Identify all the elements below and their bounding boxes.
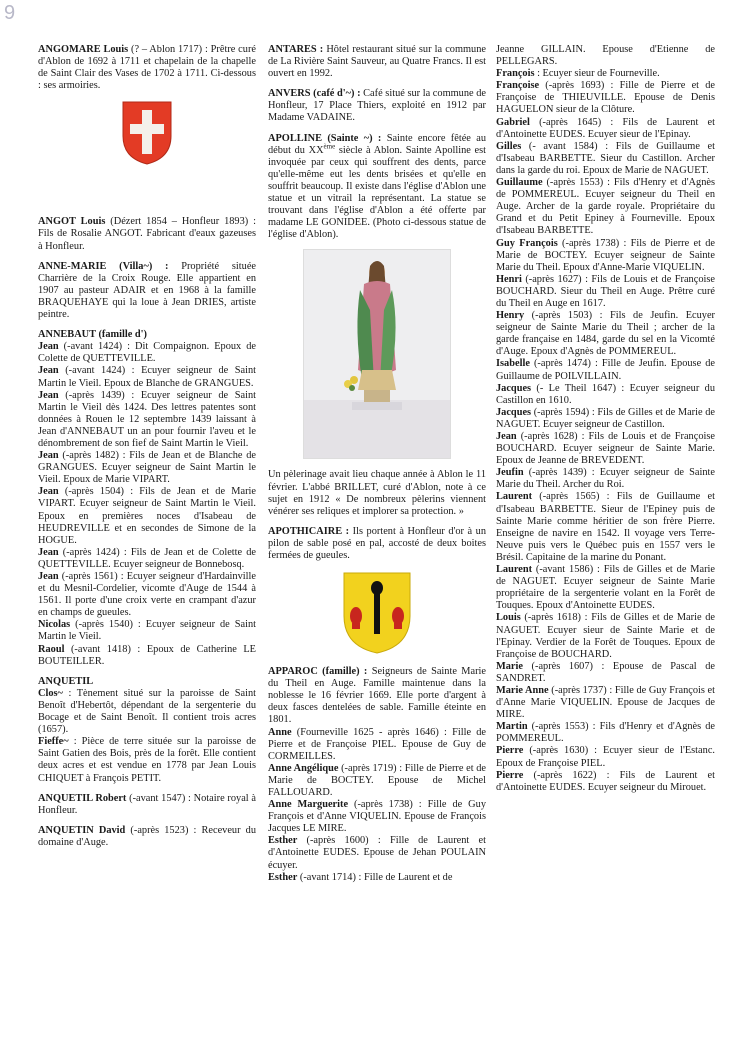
- apothicaire-arms-image: [268, 570, 486, 656]
- list-item: [38, 390, 256, 450]
- list-item: [38, 486, 256, 546]
- entry-name: Jean: [38, 486, 59, 498]
- entry-name: ANGOT Louis: [38, 216, 106, 228]
- list-item: [496, 685, 715, 721]
- entry-apolline: [268, 133, 486, 242]
- entry-anne-marie: [38, 261, 256, 321]
- entry-text: Ils portent à Honfleur d'or à un pilon de sable posé en pal, accosté de deux boites fermées de gueules.: [268, 525, 487, 561]
- entry-name: François: [496, 68, 535, 80]
- entry-continuation: [496, 44, 715, 68]
- entry-text: (-après 1737) : Fille de Guy François et d'Anne Marie VIQUELIN. Epouse de Jacques de MIRE.: [496, 684, 715, 721]
- entry-name: Louis: [496, 612, 521, 624]
- entry-text: Sainte encore fêtée au début du XX: [268, 132, 486, 156]
- heading-annebaut: [38, 329, 256, 341]
- list-item: [496, 612, 715, 660]
- entry-text: : Pièce de terre située sur la paroisse de Saint Gatien des Bois, près de la forêt. Elle contient deux acres et est vendue en 1778 par Jean Louis CHIQUET à François PETIT.: [38, 736, 256, 784]
- apparoc-list: [268, 727, 486, 884]
- entry-text: (-après 1503) : Fils de Jeufin. Ecuyer seigneur de Sainte Marie du Theil ; archer de la garde française en 1484, garde du sel en la Vicomté d'Auge. Epoux d'Agnès de POMMEREUL.: [496, 310, 715, 358]
- entry-text: (- avant 1584) : Fils de Guillaume et d'Isabeau BARBETTE. Sieur du Castillon. Archer dans la garde du roi. Epoux de Marie de NAGUET.: [496, 140, 715, 176]
- entry-angomare: [38, 44, 256, 92]
- entry-text: (-après 1627) : Fils de Louis et de Françoise BOUCHARD. Sieur du Theil en Auge. Prêtre curé du Theil en Auge en 1617.: [496, 273, 715, 309]
- entry-name: Guy François: [496, 237, 558, 249]
- entry-antares: [268, 44, 486, 80]
- entry-text: (-après 1523) : Receveur du domaine d'Auge.: [38, 824, 256, 848]
- entry-text: (-après 1424) : Fils de Jean et de Colette de QUETTEVILLE. Ecuyer seigneur de Bonnebosq.: [38, 546, 256, 570]
- entry-anquetil-robert: [38, 793, 256, 817]
- entry-text: Seigneurs de Sainte Marie du Theil en Auge. Famille maintenue dans la noblesse le 16 février 1669. Elle porte d'argent à deux fasces dentelées de sable. Famille éteinte en 1801.: [268, 666, 487, 726]
- entry-name: Jeufin: [496, 467, 524, 479]
- list-item: [268, 872, 486, 884]
- list-item: [268, 799, 486, 835]
- column-3: [496, 44, 715, 794]
- list-item: [38, 547, 256, 571]
- list-item: [268, 727, 486, 763]
- entry-name: Clos~: [38, 687, 63, 699]
- entry-name: Jean: [38, 341, 59, 353]
- superscript: ème: [323, 142, 336, 151]
- entry-text: (-après 1600) : Fille de Laurent et d'Antoinette EUDES. Epouse de Jehan POULAIN écuyer.: [268, 835, 486, 871]
- entry-angot: [38, 216, 256, 252]
- entry-pelerinage: [268, 469, 486, 517]
- apolline-statue-photo: [268, 249, 486, 459]
- entry-text: (-après 1630) : Ecuyer sieur de l'Estanc. Epoux de Françoise PIEL.: [496, 745, 715, 769]
- entry-text: Café situé sur la commune de Honfleur, 17 Place Thiers, exploité en 1912 par Madame VADAINE.: [268, 88, 486, 124]
- entry-text: : Tènement situé sur la paroisse de Saint Benoît d'Hebertôt, dépendant de la sergenterie du Bocage et de Saint Benoît. Il contient trois acres (1657).: [38, 687, 256, 736]
- entry-text: (Fourneville 1625 - après 1646) : Fille de Pierre et de Françoise PIEL. Epouse de Guy de CORMEILLES.: [268, 726, 486, 762]
- entry-text: (-après 1482) : Fils de Jean et de Blanche de GRANGUES. Ecuyer seigneur de Saint Martin le Vieil. Epoux de Marie VIPART.: [38, 450, 256, 486]
- list-item: [496, 383, 715, 407]
- list-item: [496, 141, 715, 177]
- entry-name: Gabriel: [496, 116, 530, 128]
- entry-text: Propriété située Charrière de la Croix Rouge. Elle appartient en 1907 au pasteur ADAIR et en 1968 à la famille BRAQUEHAYE qui la loue à Jean DRIES, artiste peintre.: [38, 260, 256, 321]
- entry-name: Anne Marguerite: [268, 799, 349, 811]
- entry-name: Marie: [496, 660, 523, 672]
- entry-text: (-après 1504) : Fils de Jean et de Marie VIPART. Ecuyer seigneur de Saint Martin le Vieil. Epoux en premières noces d'Isabeau de HEUDREVILLE et en secondes de Simone de la HOGUE.: [38, 486, 256, 546]
- entry-name: Martin: [496, 721, 528, 733]
- entry-text: (-après 1645) : Fils de Laurent et d'Antoinette EUDES. Ecuyer sieur de l'Epinay.: [496, 116, 715, 140]
- entry-name: Anne Angélique: [268, 762, 339, 774]
- list-item: [496, 721, 715, 745]
- entry-name: Jean: [38, 546, 59, 558]
- entry-text: (-après 1622) : Fils de Laurent et d'Antoinette EUDES. Ecuyer seigneur du Mirouet.: [496, 769, 715, 793]
- list-item: [496, 274, 715, 310]
- entry-name: Françoise: [496, 80, 540, 92]
- entry-text: (Dézert 1854 – Honfleur 1893) : Fils de Rosalie ANGOT. Fabricant d'eaux gazeuses à Honfleur.: [38, 216, 256, 252]
- entry-name: Henri: [496, 273, 522, 285]
- entry-name: APOTHICAIRE :: [268, 525, 350, 537]
- entry-text: (-après 1719) : Fille de Pierre et de Marie de BOCTEY. Epouse de Michel FALLOUARD.: [268, 762, 486, 798]
- heading-anquetil: [38, 676, 256, 688]
- entry-name: Guillaume: [496, 177, 543, 189]
- entry-name: ANVERS (café d'~) :: [268, 88, 361, 100]
- list-item: [496, 431, 715, 467]
- section-heading: ANNEBAUT (famille d'): [38, 329, 147, 341]
- entry-name: Anne: [268, 726, 292, 738]
- column-1: [38, 44, 256, 857]
- entry-fieffe: [38, 736, 256, 784]
- list-item: [496, 564, 715, 612]
- entry-name: APPAROC (famille) :: [268, 666, 368, 678]
- entry-text: (-après 1439) : Ecuyer seigneur de Saint Martin le Vieil dès 1424. Des lettres patentes sont données à Rouen le 12 septembre 1439 laissant à Jean d'ANNEBAUT un an pour fournir l'aveu et le dénombrement de son fief de Saint Martin le Vieil.: [38, 389, 256, 449]
- list-item: [496, 238, 715, 274]
- entry-name: ANGOMARE Louis: [38, 44, 129, 55]
- entry-text: (? – Ablon 1717) : Prêtre curé d'Ablon de 1692 à 1711 et chapelain de la chapelle de Saint Clair des Vases de 1702 à 1711. Ci-dessous : ses armoiries.: [38, 44, 256, 92]
- list-item: [38, 365, 256, 389]
- entry-text: (-après 1618) : Fils de Gilles et de Marie de NAGUET. Ecuyer sieur de Sainte Marie et de l'Epinay. Verdier de la Forêt de Touques. Epoux de Françoise de BOUCHARD.: [496, 612, 715, 660]
- entry-name: Fieffe~: [38, 736, 69, 748]
- list-item: [496, 467, 715, 491]
- list-item: [496, 117, 715, 141]
- entry-text: (-après 1553) : Fils d'Henry et d'Agnès de POMMEREUL. Ecuyer seigneur du Theil en Auge. Archer de la garde royale. Propriétaire du Grand et du Petit Epiney à Fourneville. Epoux d'Isabeau BARBETTE.: [496, 177, 715, 237]
- entry-text: : Ecuyer sieur de Fourneville.: [534, 68, 660, 80]
- entry-name: Gilles: [496, 140, 522, 152]
- entry-name: Jacques: [496, 406, 532, 418]
- entry-name: Esther: [268, 835, 298, 847]
- page-number-mark: 9: [4, 2, 16, 24]
- entry-name: Henry: [496, 310, 525, 322]
- entry-text: (-avant 1586) : Fils de Gilles et de Marie de NAGUET. Ecuyer seigneur de Sainte Marie propriétaire de la sergenterie volant en la Forêt de Touques. Epoux d'Antoinette EUDES.: [496, 564, 715, 612]
- entry-text: (-avant 1714) : Fille de Laurent et de: [297, 871, 453, 883]
- entry-text: (-avant 1547) : Notaire royal à Honfleur.: [38, 792, 256, 816]
- list-item: [496, 491, 715, 564]
- entry-text: (-après 1565) : Fils de Guillaume et d'Isabeau BARBETTE. Sieur de l'Epiney puis de Sainte Marie comme héritier de son frère Pierre. Enseigne de navire en 1542. Il voyage vers Terre-Neuve puis vers le Québec puis en 1557 vers le Brésil. Capitaine de la marine du Ponant.: [496, 491, 715, 563]
- entry-name: Jean: [496, 431, 517, 442]
- entry-text: (-après 1439) : Ecuyer seigneur de Sainte Marie du Theil. Archer du Roi.: [496, 467, 715, 491]
- entry-clos: [38, 688, 256, 736]
- entry-name: ANQUETIL Robert: [38, 792, 127, 804]
- list-item: [496, 68, 715, 80]
- column-2: [268, 44, 486, 884]
- list-item: [38, 619, 256, 643]
- list-item: [496, 661, 715, 685]
- entry-name: ANNE-MARIE (Villa~) :: [38, 260, 169, 272]
- entry-anvers: [268, 88, 486, 124]
- entry-text: (-après 1540) : Ecuyer seigneur de Saint Martin le Vieil.: [38, 619, 256, 643]
- entry-text: Hôtel restaurant situé sur la commune de La Rivière Saint Sauveur, au Quatre Francs. Il est ouvert en 1992.: [268, 44, 486, 80]
- list-item: [38, 341, 256, 365]
- list-item: [496, 358, 715, 382]
- entry-name: ANQUETIN David: [38, 824, 126, 836]
- entry-name: Esther: [268, 871, 298, 883]
- list-item: [496, 407, 715, 431]
- entry-apothicaire: [268, 526, 486, 562]
- entry-text: (-avant 1424) : Ecuyer seigneur de Saint Martin le Vieil. Epoux de Blanche de GRANGUES.: [38, 365, 256, 389]
- entry-text: (-après 1474) : Fille de Jeufin. Epouse de Guillaume de POILVILLAIN.: [496, 358, 715, 382]
- list-item: [38, 571, 256, 619]
- entry-name: Laurent: [496, 491, 533, 503]
- entry-text: (-après 1607) : Epouse de Pascal de SANDRET.: [496, 660, 715, 684]
- list-item: [496, 310, 715, 358]
- entry-name: Marie Anne: [496, 684, 549, 696]
- entry-text: (-après 1693) : Fille de Pierre et de Françoise de THIEUVILLE. Epouse de Denis HAGUELON sieur de la Clôture.: [496, 80, 715, 116]
- entry-text: siècle à Ablon. Sainte Apolline est invoquée par ceux qui souffrent des dents, parce qu'elle-même eut les dents brisées et qu'elle en souffrit beaucoup. Il existe dans l'église d'Ablon une statue et un vitrail la représentant. La statue se trouvant dans l'église d'Ablon a été offerte par madame LE GONIDEE. (Photo ci-dessous statue de l'église d'Ablon).: [268, 144, 487, 241]
- entry-name: APOLLINE (Sainte ~) :: [268, 132, 382, 144]
- statue-photo-icon: [303, 249, 451, 459]
- entry-name: Jean: [38, 450, 59, 462]
- shield-pestle-icon: [341, 570, 413, 656]
- list-item: [268, 763, 486, 799]
- entry-anquetin: [38, 825, 256, 849]
- list-item: [38, 450, 256, 486]
- annebaut-list: [38, 341, 256, 668]
- entry-name: Raoul: [38, 643, 65, 655]
- entry-name: Jean: [38, 365, 59, 377]
- shield-cross-icon: [121, 100, 173, 166]
- list-item: [496, 745, 715, 769]
- list-item: [268, 835, 486, 871]
- entry-name: Jean: [38, 389, 59, 401]
- apparoc-list-continued: [496, 68, 715, 794]
- entry-text: (-après 1561) : Ecuyer seigneur d'Hardainville et du Mesnil-Cordelier, vicomte d'Auge de 1544 à 1561. Il porte d'une croix verte en crampant d'azur en champs de gueules.: [38, 571, 256, 619]
- section-heading: ANQUETIL: [38, 675, 94, 687]
- entry-text: (-après 1553) : Fils d'Henry et d'Agnès de POMMEREUL.: [496, 721, 715, 745]
- list-item: [496, 177, 715, 237]
- entry-text: (-avant 1424) : Dit Compaignon. Epoux de Colette de QUETTEVILLE.: [38, 341, 256, 365]
- entry-name: Nicolas: [38, 619, 71, 631]
- entry-text: Un pèlerinage avait lieu chaque année à Ablon le 11 février. L'abbé BRILLET, curé d'Ablon, note à ce sujet en 1912 « De nombreux pèlerins viennent vénérer ses reliques et implorer sa protection. »: [268, 469, 486, 517]
- entry-name: Laurent: [496, 564, 533, 576]
- entry-name: Pierre: [496, 769, 524, 781]
- entry-text: (-avant 1418) : Epoux de Catherine LE BOUTEILLER.: [38, 643, 256, 667]
- entry-name: Isabelle: [496, 358, 530, 370]
- entry-text: (-après 1738) : Fille de Guy François et d'Anne VIQUELIN. Epouse de François Jacques LE MIRE.: [268, 799, 486, 835]
- list-item: [496, 770, 715, 794]
- entry-name: Pierre: [496, 745, 524, 757]
- list-item: [38, 644, 256, 668]
- entry-text: (-après 1628) : Fils de Louis et de Françoise BOUCHARD. Ecuyer seigneur de Sainte Marie. Epoux de Jeanne de BREVEDENT.: [496, 431, 715, 467]
- entry-name: ANTARES :: [268, 44, 324, 55]
- entry-text: (-après 1594) : Fils de Gilles et de Marie de NAGUET. Ecuyer seigneur de Castillon.: [496, 406, 715, 430]
- entry-text: (- Le Theil 1647) : Ecuyer seigneur du Castillon en 1610.: [496, 382, 715, 406]
- entry-name: Jacques: [496, 382, 532, 394]
- entry-name: Jean: [38, 571, 59, 582]
- entry-text: Jeanne GILLAIN. Epouse d'Etienne de PELLEGARS.: [496, 44, 715, 68]
- entry-text: (-après 1738) : Fils de Pierre et de Marie de BOCTEY. Ecuyer seigneur de Sainte Marie du Theil. Epoux d'Anne-Marie VIQUELIN.: [496, 237, 715, 273]
- list-item: [496, 80, 715, 116]
- entry-apparoc: [268, 666, 486, 726]
- angomare-arms-image: [38, 100, 256, 166]
